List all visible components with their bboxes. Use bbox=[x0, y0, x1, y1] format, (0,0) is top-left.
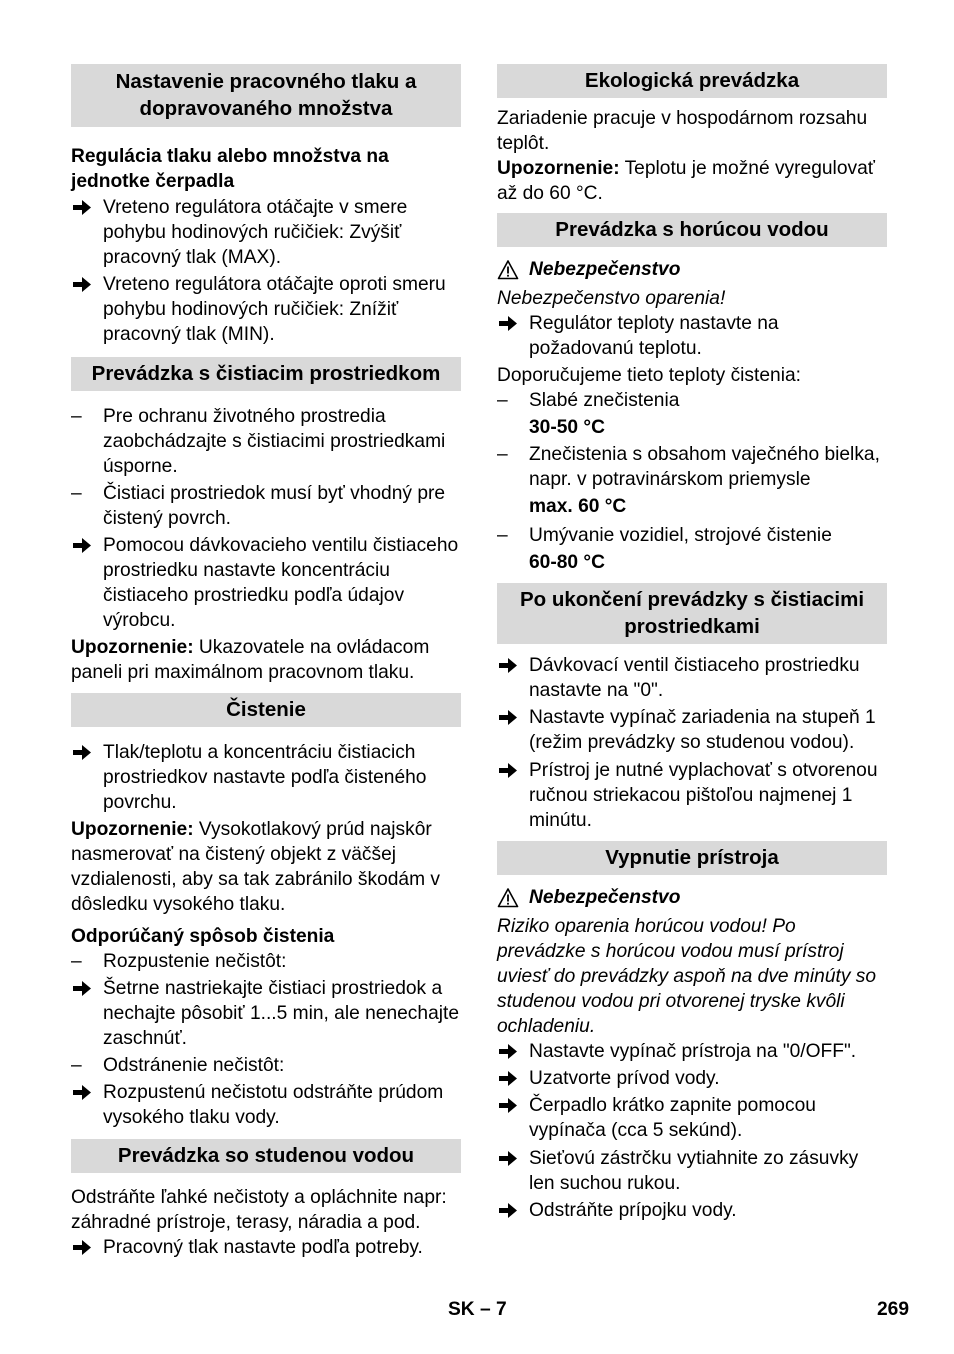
warning-text: Nebezpečenstvo oparenia! bbox=[497, 288, 726, 309]
list-item bbox=[497, 1093, 887, 1143]
list-item bbox=[71, 976, 461, 1051]
list-item-text: Odstránenie nečistôt: bbox=[103, 1055, 285, 1076]
list-item bbox=[497, 1146, 887, 1196]
dash-bullet: – bbox=[71, 951, 82, 972]
dash-bullet: – bbox=[497, 444, 508, 465]
warning-text: Riziko oparenia horúcou vodou! Po prevádzke s horúcou vodou musí prístroj uviesť do prevádzky aspoň na dve minúty so studenou vodou pri otvorenej tryske kvôli ochladeniu. bbox=[497, 916, 877, 1037]
warning-line bbox=[497, 885, 887, 910]
list-item bbox=[497, 311, 887, 361]
list-item bbox=[71, 404, 461, 479]
list-item-text: Odstráňte prípojku vody. bbox=[529, 1200, 737, 1221]
list-item bbox=[71, 533, 461, 633]
temperature-value: max. 60 °C bbox=[529, 496, 627, 517]
section-heading-shutdown: Vypnutie prístroja bbox=[497, 841, 887, 875]
list-item-text: Znečistenia s obsahom vaječného bielka, napr. v potravinárskom priemysle bbox=[529, 444, 880, 490]
arrow-right-icon bbox=[71, 976, 103, 1008]
note-text: Vysokotlakový prúd najskôr nasmerovať na čistený objekt z väčšej vzdialenosti, aby sa tak zabránilo škodám v dôsledku vysokého tlaku. bbox=[71, 819, 441, 915]
warning-label: Nebezpečenstvo bbox=[529, 887, 681, 908]
section-heading-hot-water: Prevádzka s horúcou vodou bbox=[497, 213, 887, 247]
section-heading-after-detergent: Po ukončení prevádzky s čistiacimi prostriedkami bbox=[497, 583, 887, 644]
arrow-right-icon bbox=[71, 272, 103, 304]
list-item-text: Rozpustenú nečistotu odstráňte prúdom vysokého tlaku vody. bbox=[103, 1082, 444, 1128]
note-text: Ukazovatele na ovládacom paneli pri maximálnom pracovnom tlaku. bbox=[71, 637, 430, 683]
arrow-right-icon bbox=[71, 195, 103, 227]
warning-label: Nebezpečenstvo bbox=[529, 259, 681, 280]
arrow-right-icon bbox=[71, 533, 103, 565]
list-item bbox=[497, 705, 887, 755]
list-item bbox=[497, 758, 887, 833]
list-item bbox=[71, 740, 461, 815]
list-item-text: Pracovný tlak nastavte podľa potreby. bbox=[103, 1237, 423, 1258]
list-item-text: Prístroj je nutné vyplachovať s otvorenou ručnou striekacou pištoľou najmenej 1 minútu. bbox=[529, 760, 878, 831]
arrow-right-icon bbox=[71, 1235, 103, 1267]
list-item-text: Čistiaci prostriedok musí byť vhodný pre čistený povrch. bbox=[103, 483, 446, 529]
list-item-text: Pomocou dávkovacieho ventilu čistiaceho prostriedku nastavte koncentráciu čistiaceho prostriedku podľa údajov výrobcu. bbox=[103, 535, 459, 631]
note-label: Upozornenie: bbox=[497, 158, 620, 179]
list-item-text: Vreteno regulátora otáčajte v smere pohybu hodinových ručičiek: Zvýšiť pracovný tlak (MAX). bbox=[103, 197, 408, 268]
list-item bbox=[497, 653, 887, 703]
subheading-recommended-method: Odporúčaný spôsob čistenia bbox=[71, 926, 335, 947]
list-item-text: Tlak/teplotu a koncentráciu čistiacich prostriedkov nastavte podľa čisteného povrchu. bbox=[103, 742, 427, 813]
arrow-right-icon bbox=[497, 705, 529, 737]
list-item bbox=[497, 1039, 887, 1064]
temperature-value: 60-80 °C bbox=[529, 552, 605, 573]
list-item-text: Pre ochranu životného prostredia zaobchádzajte s čistiacimi prostriedkami úsporne. bbox=[103, 406, 446, 477]
section-heading-eco: Ekologická prevádzka bbox=[497, 64, 887, 98]
subheading-pump-regulation: Regulácia tlaku alebo množstva na jednotke čerpadla bbox=[71, 146, 389, 192]
note-label: Upozornenie: bbox=[71, 637, 194, 658]
arrow-right-icon bbox=[497, 1146, 529, 1178]
right-column bbox=[497, 64, 887, 1223]
left-column bbox=[71, 64, 461, 1260]
warning-line bbox=[497, 257, 887, 282]
section-heading-pressure: Nastavenie pracovného tlaku a dopravovaného množstva bbox=[71, 64, 461, 127]
dash-bullet: – bbox=[71, 1055, 82, 1076]
list-item-text: Umývanie vozidiel, strojové čistenie bbox=[529, 525, 832, 546]
warning-triangle-icon bbox=[497, 259, 519, 281]
dash-bullet: – bbox=[71, 483, 82, 504]
list-item-text: Čerpadlo krátko zapnite pomocou vypínača (cca 5 sekúnd). bbox=[529, 1095, 816, 1141]
footer-section-label: SK – 7 bbox=[448, 1299, 507, 1320]
list-item-text: Šetrne nastriekajte čistiaci prostriedok a nechajte pôsobiť 1...5 min, ale nenechajte zaschnúť. bbox=[103, 978, 460, 1049]
list-item bbox=[71, 1235, 461, 1260]
warning-triangle-icon bbox=[497, 887, 519, 909]
note-label: Upozornenie: bbox=[71, 819, 194, 840]
list-item-text: Dávkovací ventil čistiaceho prostriedku nastavte na "0". bbox=[529, 655, 860, 701]
list-item bbox=[71, 1053, 461, 1078]
arrow-right-icon bbox=[497, 758, 529, 790]
list-item-text: Regulátor teploty nastavte na požadovanú teplotu. bbox=[529, 313, 779, 359]
arrow-right-icon bbox=[71, 1080, 103, 1112]
list-item bbox=[497, 523, 887, 548]
dash-bullet: – bbox=[497, 525, 508, 546]
list-item-text: Sieťovú zástrčku vytiahnite zo zásuvky len suchou rukou. bbox=[529, 1148, 859, 1194]
list-item bbox=[497, 442, 887, 492]
arrow-right-icon bbox=[497, 311, 529, 343]
list-item-text: Rozpustenie nečistôt: bbox=[103, 951, 287, 972]
list-item-text: Slabé znečistenia bbox=[529, 390, 680, 411]
section-heading-cold-water: Prevádzka so studenou vodou bbox=[71, 1139, 461, 1173]
list-item-text: Nastavte vypínač prístroja na "0/OFF". bbox=[529, 1041, 857, 1062]
note-paragraph bbox=[71, 635, 461, 685]
dash-bullet: – bbox=[497, 390, 508, 411]
list-item-text: Vreteno regulátora otáčajte oproti smeru pohybu hodinových ručičiek: Znížiť pracovný tlak (MIN). bbox=[103, 274, 446, 345]
arrow-right-icon bbox=[497, 653, 529, 685]
dash-bullet: – bbox=[71, 406, 82, 427]
section-heading-detergent: Prevádzka s čistiacim prostriedkom bbox=[71, 357, 461, 391]
list-item bbox=[71, 949, 461, 974]
list-item bbox=[71, 195, 461, 270]
note-paragraph bbox=[497, 156, 887, 206]
temperature-value: 30-50 °C bbox=[529, 417, 605, 438]
arrow-right-icon bbox=[497, 1198, 529, 1230]
paragraph: Zariadenie pracuje v hospodárnom rozsahu teplôt. bbox=[497, 108, 868, 154]
list-item-text: Uzatvorte prívod vody. bbox=[529, 1068, 720, 1089]
list-item bbox=[497, 1066, 887, 1091]
list-item bbox=[71, 272, 461, 347]
list-item bbox=[497, 1198, 887, 1223]
list-item bbox=[71, 1080, 461, 1130]
list-item-text: Nastavte vypínač zariadenia na stupeň 1 (režim prevádzky so studenou vodou). bbox=[529, 707, 876, 753]
list-item bbox=[497, 388, 887, 413]
list-item bbox=[71, 481, 461, 531]
paragraph: Doporučujeme tieto teploty čistenia: bbox=[497, 365, 801, 386]
note-paragraph bbox=[71, 817, 461, 917]
footer-page-number: 269 bbox=[877, 1299, 910, 1320]
note-text: Teplotu je možné vyregulovať až do 60 °C. bbox=[497, 158, 875, 204]
section-heading-cleaning: Čistenie bbox=[71, 693, 461, 727]
paragraph: Odstráňte ľahké nečistoty a opláchnite napr: záhradné prístroje, terasy, náradia a pod. bbox=[71, 1187, 447, 1233]
arrow-right-icon bbox=[71, 740, 103, 772]
arrow-right-icon bbox=[497, 1093, 529, 1125]
